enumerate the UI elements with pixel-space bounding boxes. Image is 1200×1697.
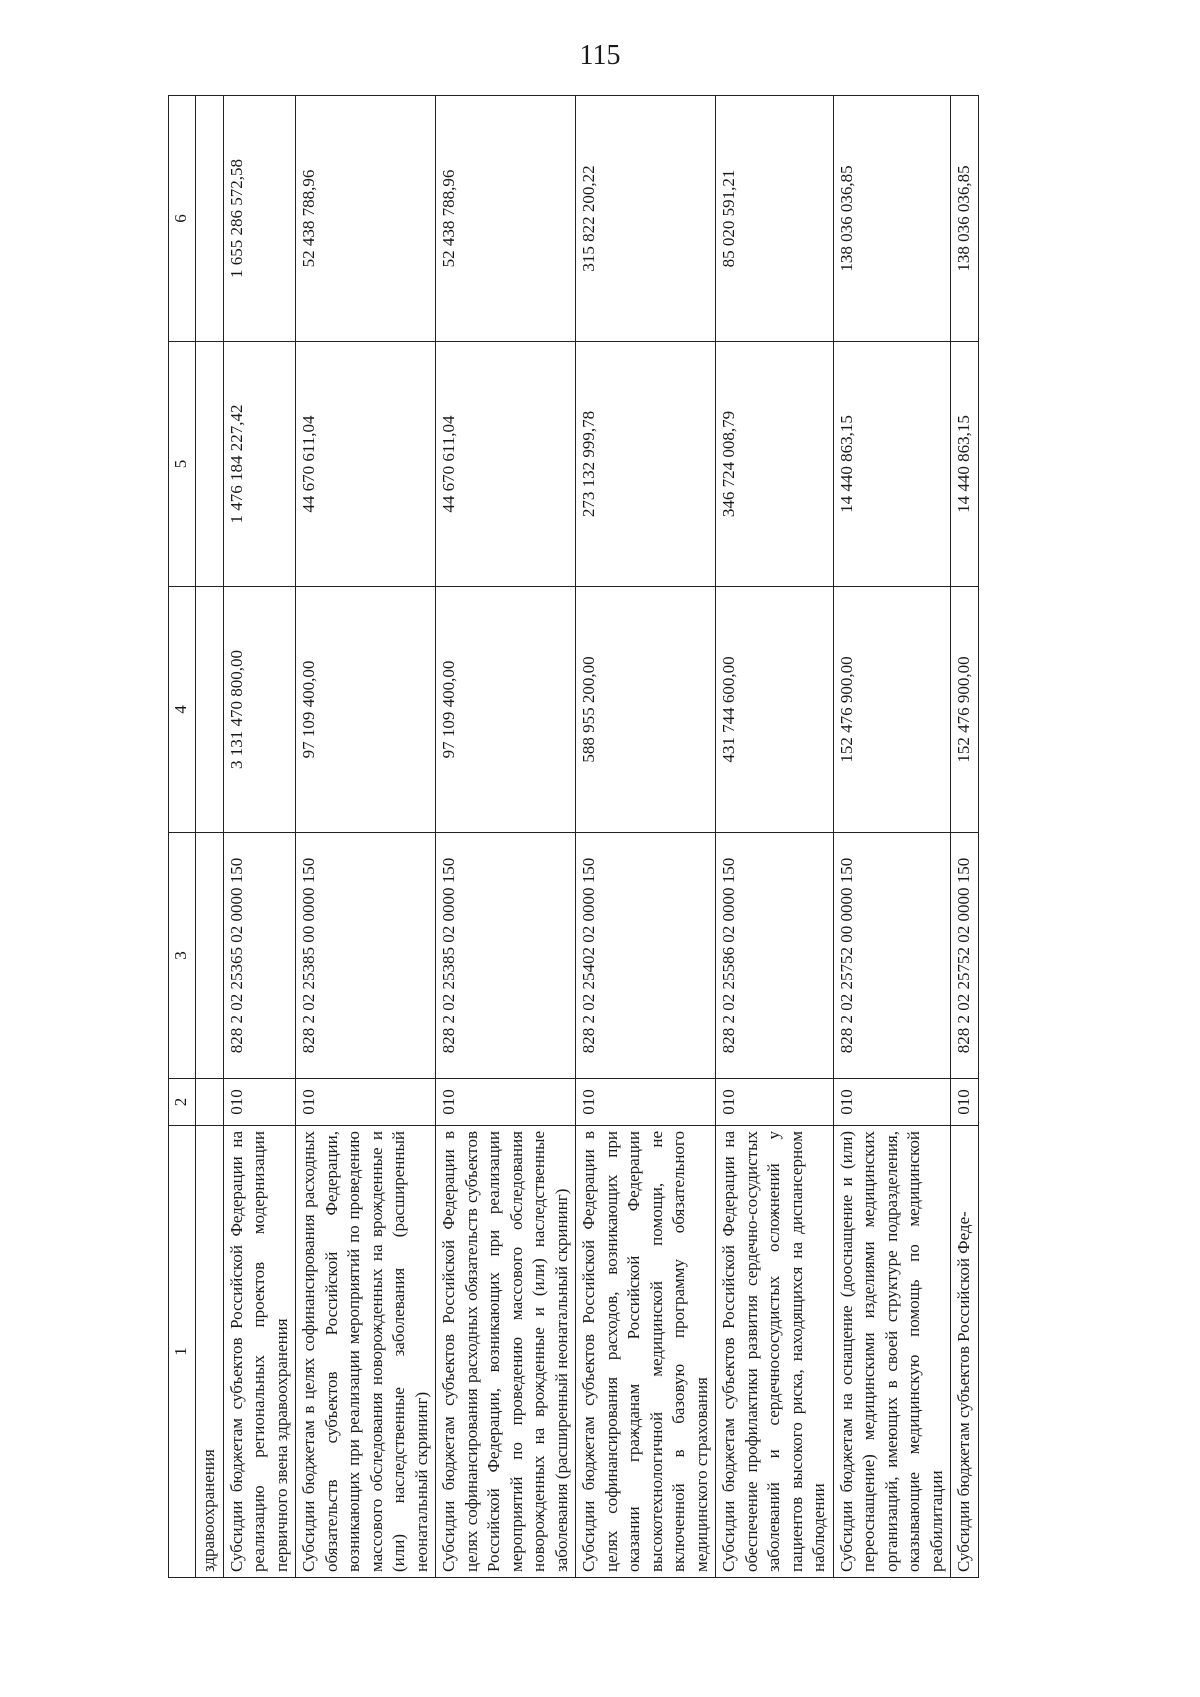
row-description: Субсидии бюджетам субъектов Российской Феде- bbox=[951, 1126, 979, 1578]
row-code: 828 2 02 25586 02 0000 150 bbox=[716, 833, 834, 1079]
rotated-table-container bbox=[168, 96, 1036, 1578]
row-description: Субсидии бюджетам субъектов Российской Федерации на обеспечение профилактики развития сердечно-сосудистых заболеваний и сердечнососудистых осложнений у пациентов высокого риска, находящихся на диспансерном наблюдении bbox=[716, 1126, 834, 1578]
row-number: 010 bbox=[223, 1079, 296, 1126]
empty-cell bbox=[196, 587, 224, 833]
row-value-5: 273 132 999,78 bbox=[576, 342, 716, 587]
empty-cell bbox=[196, 96, 224, 342]
header-cell: 6 bbox=[169, 96, 196, 342]
page-number: 115 bbox=[579, 40, 621, 71]
header-cell: 2 bbox=[169, 1079, 196, 1126]
row-code: 828 2 02 25752 02 0000 150 bbox=[951, 833, 979, 1079]
row-number: 010 bbox=[951, 1079, 979, 1126]
row-code: 828 2 02 25752 00 0000 150 bbox=[833, 833, 951, 1079]
row-code: 828 2 02 25365 02 0000 150 bbox=[223, 833, 296, 1079]
row-value-5: 1 476 184 227,42 bbox=[223, 342, 296, 587]
header-cell: 5 bbox=[169, 342, 196, 587]
row-value-4: 152 476 900,00 bbox=[951, 587, 979, 833]
row-value-4: 152 476 900,00 bbox=[833, 587, 951, 833]
header-cell: 1 bbox=[169, 1126, 196, 1578]
row-value-5: 14 440 863,15 bbox=[833, 342, 951, 587]
row-value-4: 588 955 200,00 bbox=[576, 587, 716, 833]
table-row bbox=[716, 96, 834, 1578]
row-number: 010 bbox=[716, 1079, 834, 1126]
row-value-5: 346 724 008,79 bbox=[716, 342, 834, 587]
row-description: Субсидии бюджетам субъектов Российской Федерации в целях софинансирования расходных обязательств субъектов Российской Федерации, возникающих при реализации мероприятий по проведению массового обследования новорожденных на врожденные и (или) наследственные заболевания (расширенный неонатальный скрининг) bbox=[436, 1126, 576, 1578]
row-code: 828 2 02 25402 02 0000 150 bbox=[576, 833, 716, 1079]
table-row bbox=[223, 96, 296, 1578]
empty-cell bbox=[196, 833, 224, 1079]
row-number: 010 bbox=[296, 1079, 436, 1126]
empty-cell bbox=[196, 342, 224, 587]
row-value-6: 138 036 036,85 bbox=[833, 96, 951, 342]
row-value-6: 85 020 591,21 bbox=[716, 96, 834, 342]
row-value-6: 52 438 788,96 bbox=[296, 96, 436, 342]
row-value-5: 44 670 611,04 bbox=[436, 342, 576, 587]
row-value-5: 14 440 863,15 bbox=[951, 342, 979, 587]
table-row bbox=[833, 96, 951, 1578]
table-row bbox=[296, 96, 436, 1578]
row-value-5: 44 670 611,04 bbox=[296, 342, 436, 587]
row-value-4: 3 131 470 800,00 bbox=[223, 587, 296, 833]
row-number: 010 bbox=[576, 1079, 716, 1126]
table-row bbox=[951, 96, 979, 1578]
row-value-4: 97 109 400,00 bbox=[296, 587, 436, 833]
row-description: Субсидии бюджетам на оснащение (дооснащение и (или) переоснащение) медицинскими изделиями медицинских организаций, имеющих в своей структуре подразделения, оказывающие медицинскую помощь по медицинской реабилитации bbox=[833, 1126, 951, 1578]
row-value-6: 138 036 036,85 bbox=[951, 96, 979, 342]
header-row bbox=[169, 96, 196, 1578]
row-value-4: 431 744 600,00 bbox=[716, 587, 834, 833]
row-description: Субсидии бюджетам субъектов Российской Федерации на реализацию региональных проектов модернизации первичного звена здравоохранения bbox=[223, 1126, 296, 1578]
header-cell: 4 bbox=[169, 587, 196, 833]
row-value-6: 52 438 788,96 bbox=[436, 96, 576, 342]
budget-table bbox=[168, 95, 979, 1578]
row-value-6: 315 822 200,22 bbox=[576, 96, 716, 342]
row-code: 828 2 02 25385 02 0000 150 bbox=[436, 833, 576, 1079]
row-code: 828 2 02 25385 00 0000 150 bbox=[296, 833, 436, 1079]
row-number: 010 bbox=[833, 1079, 951, 1126]
row-description: Субсидии бюджетам субъектов Российской Федерации в целях софинансирования расходов, возникающих при оказании гражданам Российской Федерации высокотехнологичной медицинской помощи, не включенной в базовую программу обязательного медицинского страхования bbox=[576, 1126, 716, 1578]
section-title: здравоохранения bbox=[196, 1126, 224, 1578]
row-description: Субсидии бюджетам в целях софинансирования расходных обязательств субъектов Российской Федерации, возникающих при реализации мероприятий по проведению массового обследования новорожденных на врожденные и (или) наследственные заболевания (расширенный неонатальный скрининг) bbox=[296, 1126, 436, 1578]
empty-cell bbox=[196, 1079, 224, 1126]
table-row bbox=[436, 96, 576, 1578]
row-value-6: 1 655 286 572,58 bbox=[223, 96, 296, 342]
header-cell: 3 bbox=[169, 833, 196, 1079]
table-row bbox=[576, 96, 716, 1578]
section-row bbox=[196, 96, 224, 1578]
row-value-4: 97 109 400,00 bbox=[436, 587, 576, 833]
row-number: 010 bbox=[436, 1079, 576, 1126]
